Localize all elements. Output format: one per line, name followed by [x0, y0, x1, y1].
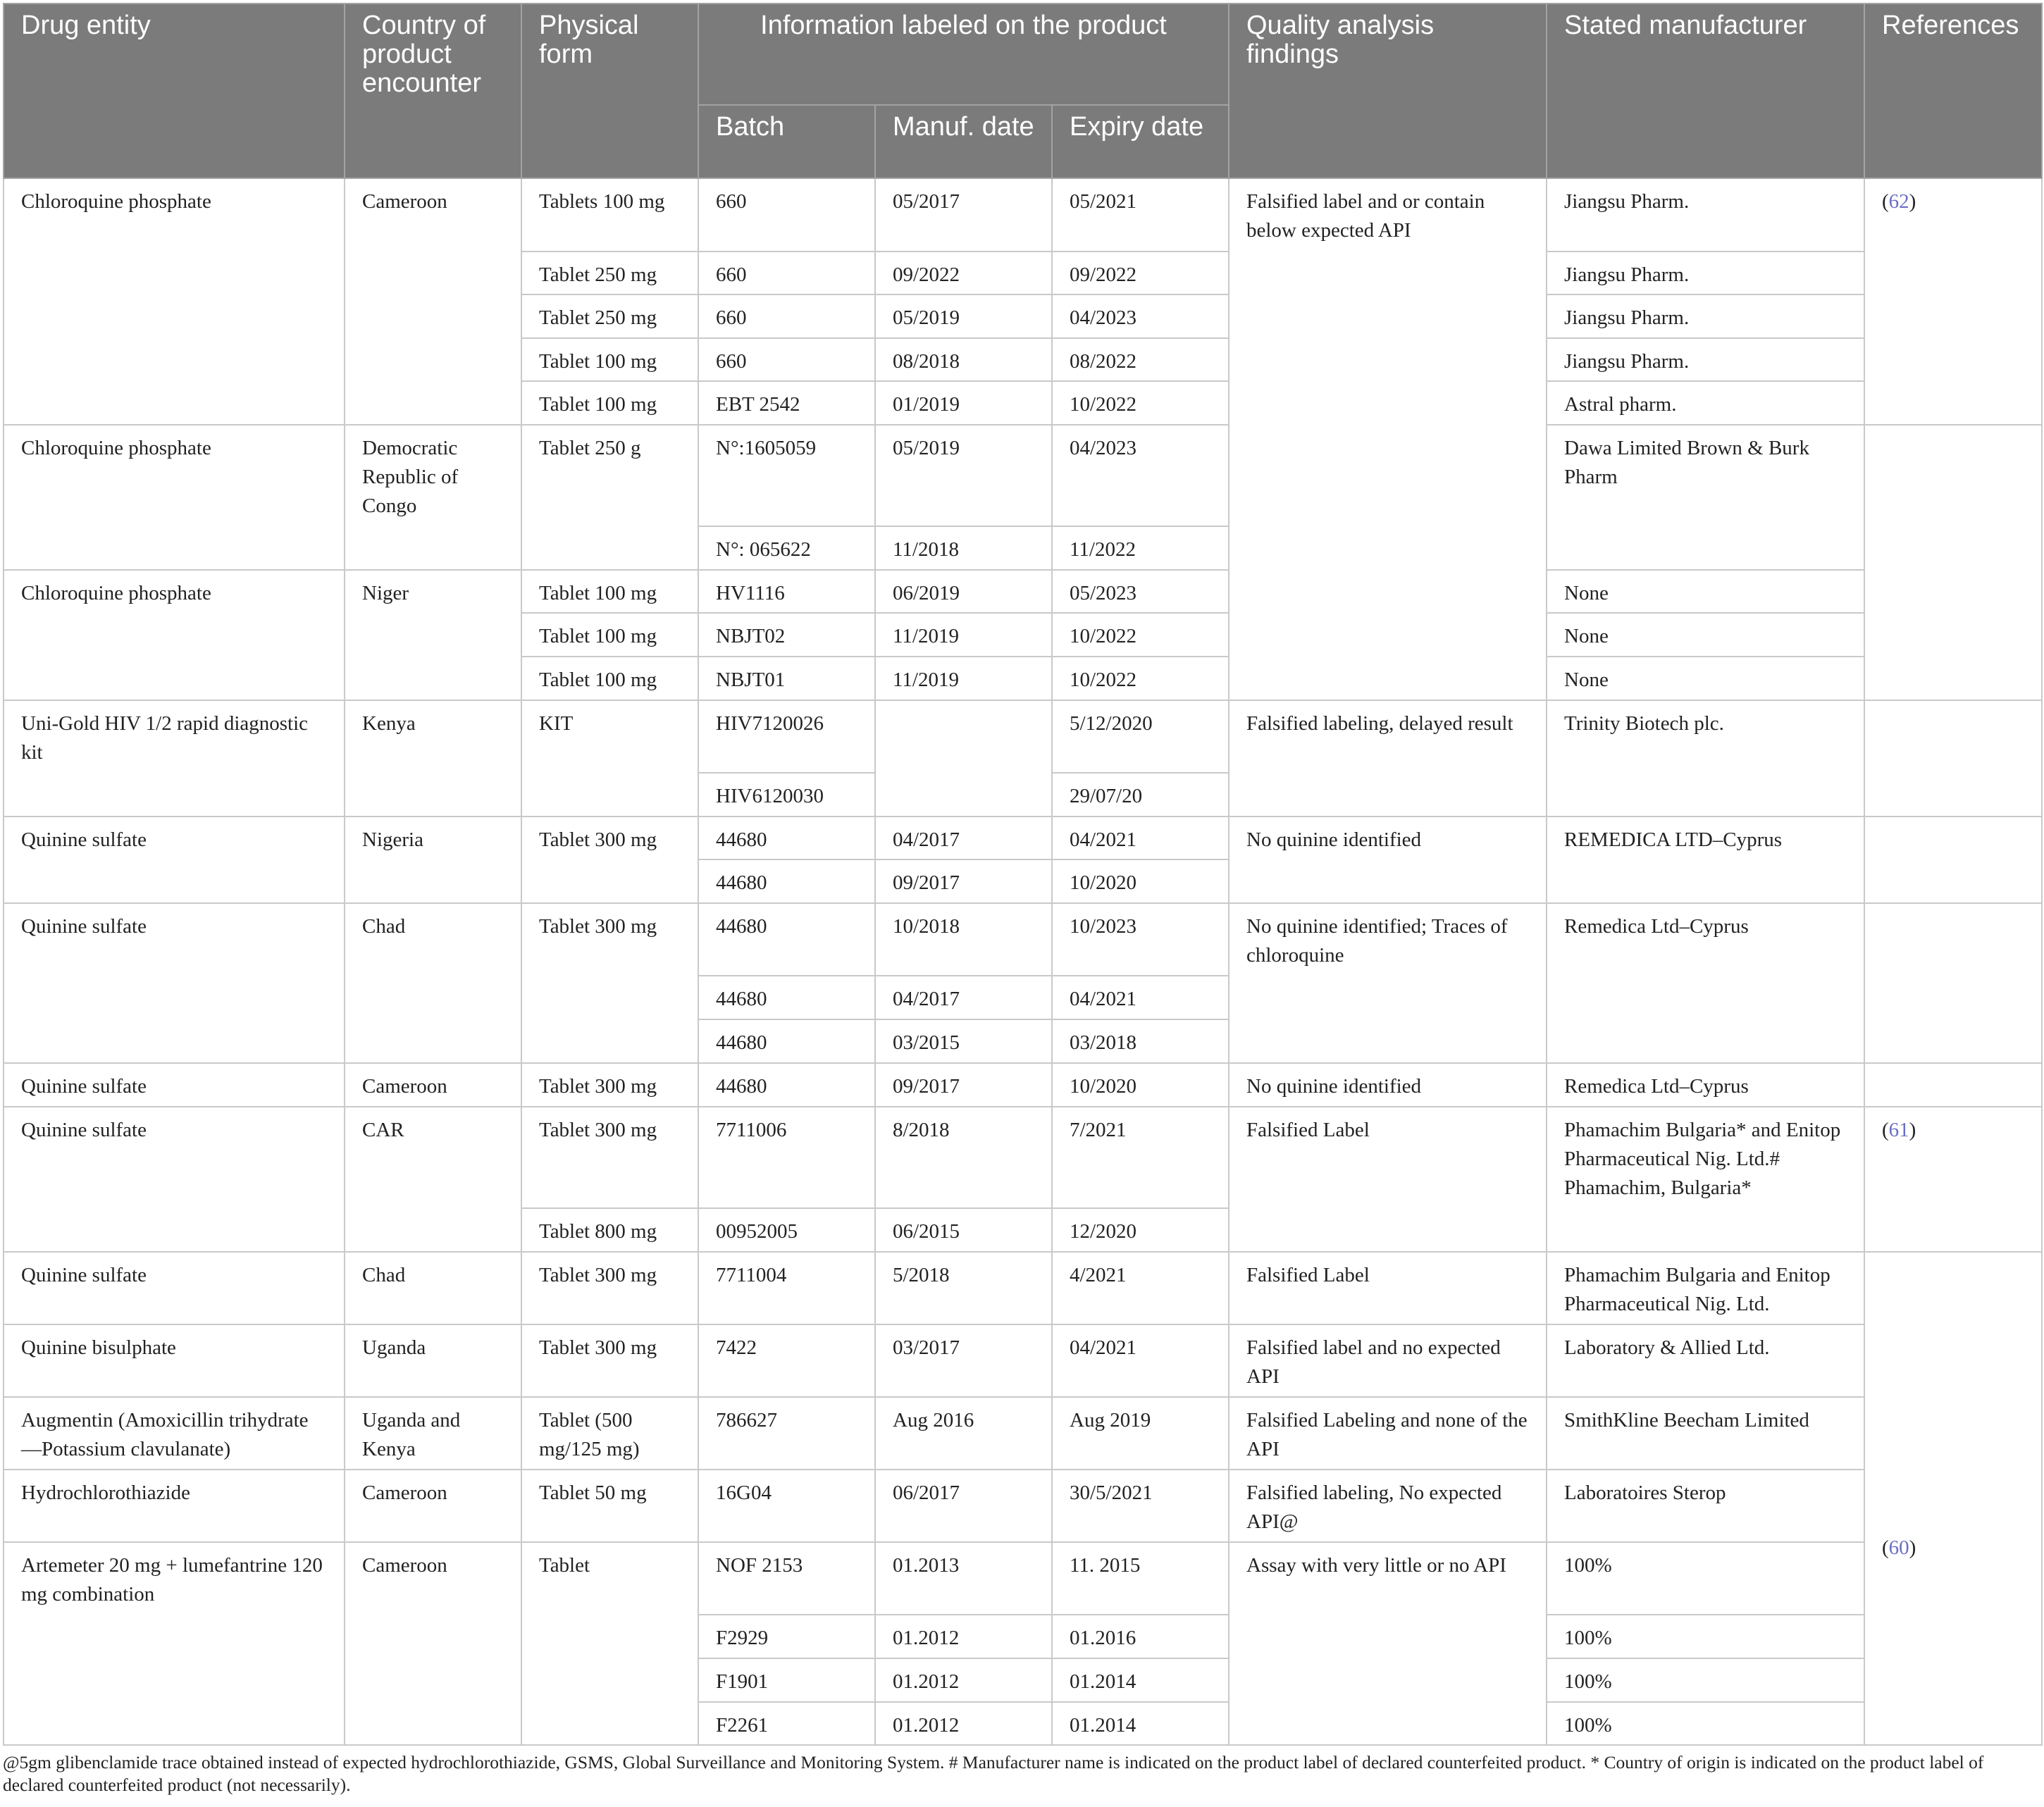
cell-form: Tablet 50 mg — [521, 1470, 698, 1542]
cell-expiry-date: 5/12/2020 — [1052, 700, 1229, 773]
reference-link[interactable]: 62 — [1888, 190, 1909, 213]
cell-country: Cameroon — [345, 178, 521, 425]
cell-batch: N°: 065622 — [698, 526, 875, 570]
cell-batch: 7711004 — [698, 1252, 875, 1324]
header-country: Country of product encounter — [345, 4, 521, 178]
cell-quality: Assay with very little or no API — [1229, 1542, 1547, 1745]
cell-manufacturer: 100% — [1547, 1542, 1864, 1615]
table-container — [3, 3, 2041, 1746]
cell-batch: EBT 2542 — [698, 381, 875, 425]
cell-country: Cameroon — [345, 1063, 521, 1107]
header-physical-form: Physical form — [521, 4, 698, 178]
cell-drug: Chloroquine phosphate — [4, 425, 345, 570]
table-row — [4, 816, 2042, 859]
cell-batch: F2261 — [698, 1702, 875, 1745]
cell-batch: 44680 — [698, 903, 875, 976]
cell-country: Kenya — [345, 700, 521, 816]
cell-batch: NBJT02 — [698, 613, 875, 657]
cell-expiry-date: 04/2021 — [1052, 1324, 1229, 1397]
cell-country: Democratic Republic of Congo — [345, 425, 521, 570]
cell-country: Cameroon — [345, 1542, 521, 1745]
cell-batch: 660 — [698, 338, 875, 381]
cell-form: Tablet 300 mg — [521, 1063, 698, 1107]
cell-expiry-date: 10/2022 — [1052, 613, 1229, 657]
cell-manuf-date: 09/2022 — [875, 252, 1052, 294]
table-row — [4, 1324, 2042, 1397]
header-references: References — [1864, 4, 2042, 178]
cell-reference: (61) — [1864, 1107, 2042, 1252]
reference-link[interactable]: 61 — [1888, 1119, 1909, 1141]
cell-drug: Artemeter 20 mg + lumefantrine 120 mg combination — [4, 1542, 345, 1745]
cell-batch: 00952005 — [698, 1208, 875, 1252]
cell-expiry-date: Aug 2019 — [1052, 1397, 1229, 1470]
cell-country: Nigeria — [345, 816, 521, 903]
table-row — [4, 1063, 2042, 1107]
cell-form: Tablet 250 mg — [521, 294, 698, 338]
cell-expiry-date: 10/2022 — [1052, 381, 1229, 425]
cell-expiry-date: 08/2022 — [1052, 338, 1229, 381]
cell-country: Uganda and Kenya — [345, 1397, 521, 1470]
cell-form: Tablet 100 mg — [521, 657, 698, 700]
header-batch: Batch — [698, 105, 875, 178]
reference-link[interactable]: 60 — [1888, 1536, 1909, 1559]
cell-expiry-date: 04/2023 — [1052, 425, 1229, 526]
cell-expiry-date: 04/2021 — [1052, 816, 1229, 859]
cell-quality: No quinine identified — [1229, 1063, 1547, 1107]
header-stated-manufacturer: Stated manufacturer — [1547, 4, 1864, 178]
cell-manuf-date: 11/2019 — [875, 657, 1052, 700]
cell-expiry-date: 01.2016 — [1052, 1615, 1229, 1658]
table-row — [4, 425, 2042, 526]
cell-manuf-date: 04/2017 — [875, 976, 1052, 1019]
cell-reference — [1864, 903, 2042, 1063]
cell-form: Tablet 100 mg — [521, 570, 698, 613]
cell-expiry-date: 12/2020 — [1052, 1208, 1229, 1252]
table-body — [4, 178, 2042, 1745]
cell-expiry-date: 05/2021 — [1052, 178, 1229, 252]
table-footnote: @5gm glibenclamide trace obtained instead of expected hydrochlorothiazide, GSMS, Global Surveillance and Monitoring System. # Manufacturer name is indicated on the product label of declared counterfeited product. * Country of origin is indicated on the product label of declared counterfeited product (not necessarily). — [3, 1752, 1984, 1795]
cell-manuf-date: 06/2015 — [875, 1208, 1052, 1252]
cell-manuf-date: 03/2017 — [875, 1324, 1052, 1397]
cell-reference — [1864, 1063, 2042, 1107]
cell-batch: 660 — [698, 252, 875, 294]
cell-manuf-date: 01.2013 — [875, 1542, 1052, 1615]
cell-manuf-date: Aug 2016 — [875, 1397, 1052, 1470]
table-row — [4, 178, 2042, 252]
cell-manuf-date: 8/2018 — [875, 1107, 1052, 1208]
cell-manuf-date: 09/2017 — [875, 1063, 1052, 1107]
cell-country: Uganda — [345, 1324, 521, 1397]
cell-form: Tablet 300 mg — [521, 816, 698, 903]
cell-manufacturer: Astral pharm. — [1547, 381, 1864, 425]
table-header — [4, 4, 2042, 178]
cell-batch: F1901 — [698, 1658, 875, 1702]
cell-manufacturer: Remedica Ltd–Cyprus — [1547, 1063, 1864, 1107]
cell-expiry-date: 10/2020 — [1052, 859, 1229, 903]
cell-quality: Falsified Label — [1229, 1252, 1547, 1324]
cell-manufacturer: None — [1547, 657, 1864, 700]
cell-expiry-date: 09/2022 — [1052, 252, 1229, 294]
cell-batch: HIV7120026 — [698, 700, 875, 773]
cell-batch: 44680 — [698, 816, 875, 859]
cell-batch: 16G04 — [698, 1470, 875, 1542]
cell-manufacturer: Remedica Ltd–Cyprus — [1547, 903, 1864, 1063]
cell-manuf-date: 01.2012 — [875, 1615, 1052, 1658]
cell-manuf-date: 08/2018 — [875, 338, 1052, 381]
cell-quality: Falsified label and or contain below expected API — [1229, 178, 1547, 700]
cell-manuf-date: 05/2019 — [875, 294, 1052, 338]
cell-batch: NOF 2153 — [698, 1542, 875, 1615]
cell-manufacturer: None — [1547, 570, 1864, 613]
cell-manuf-date: 10/2018 — [875, 903, 1052, 976]
cell-manufacturer: Laboratory & Allied Ltd. — [1547, 1324, 1864, 1397]
cell-batch: 7711006 — [698, 1107, 875, 1208]
cell-country: Chad — [345, 1252, 521, 1324]
cell-expiry-date: 04/2021 — [1052, 976, 1229, 1019]
cell-batch: 660 — [698, 294, 875, 338]
cell-reference — [1864, 700, 2042, 816]
cell-manufacturer: Jiangsu Pharm. — [1547, 178, 1864, 252]
cell-country: CAR — [345, 1107, 521, 1252]
cell-manufacturer: Jiangsu Pharm. — [1547, 252, 1864, 294]
header-label-info: Information labeled on the product — [698, 4, 1229, 105]
cell-drug: Chloroquine phosphate — [4, 178, 345, 425]
cell-form: Tablet (500 mg/125 mg) — [521, 1397, 698, 1470]
cell-drug: Uni-Gold HIV 1/2 rapid diagnostic kit — [4, 700, 345, 816]
cell-expiry-date: 05/2023 — [1052, 570, 1229, 613]
cell-expiry-date: 7/2021 — [1052, 1107, 1229, 1208]
cell-expiry-date: 30/5/2021 — [1052, 1470, 1229, 1542]
cell-expiry-date: 01.2014 — [1052, 1702, 1229, 1745]
cell-manufacturer: Laboratoires Sterop — [1547, 1470, 1864, 1542]
header-expiry-date: Expiry date — [1052, 105, 1229, 178]
cell-country: Niger — [345, 570, 521, 700]
cell-manuf-date: 01.2012 — [875, 1658, 1052, 1702]
cell-manuf-date: 11/2019 — [875, 613, 1052, 657]
cell-manufacturer: Trinity Biotech plc. — [1547, 700, 1864, 816]
cell-expiry-date: 10/2020 — [1052, 1063, 1229, 1107]
table-row — [4, 700, 2042, 773]
cell-drug: Quinine sulfate — [4, 1107, 345, 1252]
cell-form: Tablet 100 mg — [521, 613, 698, 657]
cell-country: Chad — [345, 903, 521, 1063]
cell-expiry-date: 29/07/20 — [1052, 773, 1229, 816]
cell-expiry-date: 03/2018 — [1052, 1019, 1229, 1063]
cell-drug: Hydrochlorothiazide — [4, 1470, 345, 1542]
cell-country: Cameroon — [345, 1470, 521, 1542]
cell-reference — [1864, 816, 2042, 903]
cell-form: Tablet 300 mg — [521, 1107, 698, 1208]
cell-manuf-date: 04/2017 — [875, 816, 1052, 859]
cell-reference: (60) — [1864, 1252, 2042, 1745]
cell-manuf-date — [875, 700, 1052, 816]
cell-batch: NBJT01 — [698, 657, 875, 700]
cell-manuf-date: 03/2015 — [875, 1019, 1052, 1063]
cell-manufacturer: Phamachim Bulgaria and Enitop Pharmaceutical Nig. Ltd. — [1547, 1252, 1864, 1324]
cell-batch: 44680 — [698, 976, 875, 1019]
cell-form: Tablet 250 mg — [521, 252, 698, 294]
cell-drug: Quinine sulfate — [4, 1252, 345, 1324]
cell-manufacturer: 100% — [1547, 1702, 1864, 1745]
cell-quality: Falsified labeling, No expected API@ — [1229, 1470, 1547, 1542]
cell-batch: 7422 — [698, 1324, 875, 1397]
cell-drug: Quinine sulfate — [4, 816, 345, 903]
table-row — [4, 1107, 2042, 1208]
table-row — [4, 1542, 2042, 1615]
cell-quality: Falsified Labeling and none of the API — [1229, 1397, 1547, 1470]
cell-drug: Quinine sulfate — [4, 903, 345, 1063]
cell-manufacturer: Jiangsu Pharm. — [1547, 294, 1864, 338]
cell-manuf-date: 11/2018 — [875, 526, 1052, 570]
header-drug-entity: Drug entity — [4, 4, 345, 178]
cell-manuf-date: 06/2017 — [875, 1470, 1052, 1542]
cell-drug: Quinine bisulphate — [4, 1324, 345, 1397]
cell-form: Tablet — [521, 1542, 698, 1745]
cell-expiry-date: 11/2022 — [1052, 526, 1229, 570]
cell-form: Tablet 250 g — [521, 425, 698, 570]
table-row — [4, 570, 2042, 613]
cell-form: Tablets 100 mg — [521, 178, 698, 252]
cell-expiry-date: 4/2021 — [1052, 1252, 1229, 1324]
cell-manuf-date: 05/2019 — [875, 425, 1052, 526]
cell-manufacturer: 100% — [1547, 1615, 1864, 1658]
cell-manufacturer: SmithKline Beecham Limited — [1547, 1397, 1864, 1470]
table-row — [4, 1470, 2042, 1542]
cell-form: Tablet 800 mg — [521, 1208, 698, 1252]
cell-quality: Falsified Label — [1229, 1107, 1547, 1252]
cell-expiry-date: 11. 2015 — [1052, 1542, 1229, 1615]
cell-manufacturer: 100% — [1547, 1658, 1864, 1702]
cell-form: Tablet 300 mg — [521, 903, 698, 1063]
cell-drug: Quinine sulfate — [4, 1063, 345, 1107]
header-manuf-date: Manuf. date — [875, 105, 1052, 178]
cell-batch: 44680 — [698, 859, 875, 903]
cell-manufacturer: None — [1547, 613, 1864, 657]
cell-manuf-date: 01.2012 — [875, 1702, 1052, 1745]
table-row — [4, 1397, 2042, 1470]
cell-manufacturer: REMEDICA LTD–Cyprus — [1547, 816, 1864, 903]
table-row — [4, 1252, 2042, 1324]
cell-form: Tablet 100 mg — [521, 381, 698, 425]
falsified-products-table — [3, 3, 2043, 1746]
cell-quality: No quinine identified — [1229, 816, 1547, 903]
cell-drug: Chloroquine phosphate — [4, 570, 345, 700]
cell-manufacturer: Dawa Limited Brown & Burk Pharm — [1547, 425, 1864, 570]
cell-batch: 44680 — [698, 1063, 875, 1107]
cell-batch: 786627 — [698, 1397, 875, 1470]
header-quality-findings: Quality analysis findings — [1229, 4, 1547, 178]
cell-manuf-date: 06/2019 — [875, 570, 1052, 613]
cell-batch: 660 — [698, 178, 875, 252]
cell-quality: Falsified label and no expected API — [1229, 1324, 1547, 1397]
cell-expiry-date: 04/2023 — [1052, 294, 1229, 338]
cell-batch: HV1116 — [698, 570, 875, 613]
table-row — [4, 903, 2042, 976]
cell-manufacturer: Phamachim Bulgaria* and Enitop Pharmaceutical Nig. Ltd.# Phamachim, Bulgaria* — [1547, 1107, 1864, 1252]
cell-manuf-date: 09/2017 — [875, 859, 1052, 903]
cell-reference — [1864, 425, 2042, 700]
cell-form: KIT — [521, 700, 698, 816]
cell-batch: N°:1605059 — [698, 425, 875, 526]
cell-batch: F2929 — [698, 1615, 875, 1658]
cell-form: Tablet 100 mg — [521, 338, 698, 381]
cell-manuf-date: 05/2017 — [875, 178, 1052, 252]
cell-quality: Falsified labeling, delayed result — [1229, 700, 1547, 816]
cell-manuf-date: 01/2019 — [875, 381, 1052, 425]
cell-expiry-date: 10/2022 — [1052, 657, 1229, 700]
cell-expiry-date: 01.2014 — [1052, 1658, 1229, 1702]
cell-manuf-date: 5/2018 — [875, 1252, 1052, 1324]
cell-batch: HIV6120030 — [698, 773, 875, 816]
cell-reference: (62) — [1864, 178, 2042, 425]
cell-form: Tablet 300 mg — [521, 1324, 698, 1397]
cell-manufacturer: Jiangsu Pharm. — [1547, 338, 1864, 381]
cell-batch: 44680 — [698, 1019, 875, 1063]
cell-expiry-date: 10/2023 — [1052, 903, 1229, 976]
cell-form: Tablet 300 mg — [521, 1252, 698, 1324]
cell-quality: No quinine identified; Traces of chloroquine — [1229, 903, 1547, 1063]
cell-drug: Augmentin (Amoxicillin trihydrate—Potassium clavulanate) — [4, 1397, 345, 1470]
